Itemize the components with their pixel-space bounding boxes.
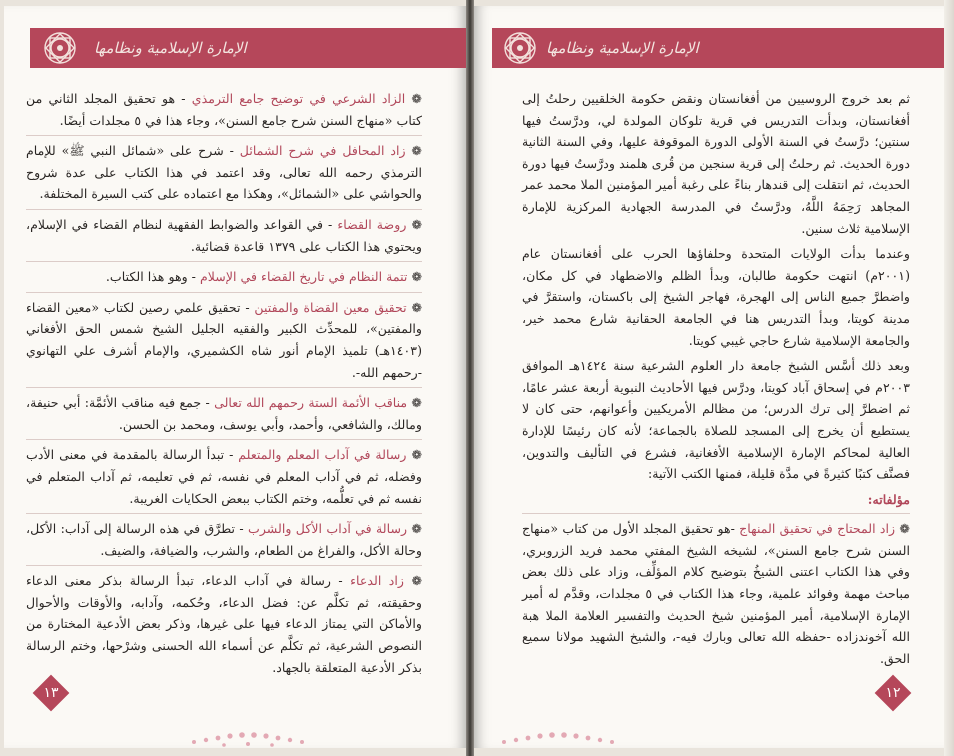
paragraph: وبعد ذلك أسَّس الشيخ جامعة دار العلوم الشرعية سنة ١٤٢٤هـ الموافق ٢٠٠٣م في إسحاق آباد كويتا، ودرَّس فيها الأحاديث النبوية أربعة عشر عامًا، ثم اضطرَّ إلى ترك الدرس؛ من مظالم الأمريكيين وأعوانهم، حتى كان لا يستطيع أن يخرج إلى المسجد للصلاة بالجماعة؛ لأنه كان رئيسًا للإدارة العالية لمحاكم الإمارة الإسلامية الأفغانية، فشرع في التأليف والتدوين، فصنَّف كتبًا كثيرةً في مدَّة قليلة، فمنها الكتب الآتية:: [522, 358, 910, 482]
book-entry: ❁ روضة القضاء - في القواعد والضوابط الفقهية لنظام القضاء في الإسلام، ويحتوي هذا الكتاب على ١٣٧٩ قاعدة قضائية.: [26, 216, 423, 254]
page-number-badge: [34, 676, 68, 710]
dot-pattern-decoration: [494, 720, 634, 748]
divider: [26, 261, 422, 262]
book-gutter: [466, 0, 474, 756]
book-entry: ❁ تتمة النظام في تاريخ القضاء في الإسلام - وهو هذا الكتاب.: [105, 269, 422, 285]
running-header-title: الإمارة الإسلامية ونظامها: [546, 39, 699, 57]
dot-pattern-decoration: [184, 720, 324, 748]
running-header: [30, 28, 466, 68]
running-header: [492, 28, 944, 68]
book-entry: ❁ مناقب الأئمة الستة رحمهم الله تعالى - جمع فيه مناقب الأئمَّة: أبي حنيفة، ومالك، والشافعي، وأحمد، وأبي يوسف، ومحمد بن الحسن.: [26, 395, 422, 432]
right-page-body: [522, 88, 910, 673]
left-page-body: [26, 88, 422, 682]
divider: [26, 292, 422, 293]
book-entry: ❁ الزاد الشرعي في توضيح جامع الترمذي - هو تحقيق المجلد الثاني من كتاب «منهاج السنن شرح جامع السنن»، وجاء هذا في ٥ مجلدات أيضًا.: [26, 91, 422, 128]
divider: [26, 135, 422, 136]
paragraph: ثم بعد خروج الروسيين من أفغانستان ونقض حكومة الخلقيين رحلتُ إلى أفغانستان، وبدأت التدريس في قرية تلوكان المولدة لي، ودرَّستُ فيها سنتين؛ درَّستُ في السنة الأولى الدورة الموقوفة عليها، وفي السنة الثانية دورة الحديث. ثم رحلتُ إلى قرية سنجين من قُرى هلمند ودرَّستُ فيها دورة الحديث، ثم انتقلت إلى قندهار بناءً على رغبة أمير المؤمنين الملا محمد عمر المجاهد رَحِمَهُ اللَّهُ، ودرَّستُ في المدرسة الجهادية المركزية للإمارة الإسلامية ثلاث سنين.: [522, 91, 910, 236]
section-heading: مؤلفاته:: [867, 491, 910, 507]
page-number: ١٣: [43, 685, 59, 701]
running-header-title: الإمارة الإسلامية ونظامها: [94, 39, 247, 57]
book-entry: ❁ تحقيق معين القضاة والمفتين - تحقيق علمي رصين لكتاب «معين القضاء والمفتين»، للمحدِّث الكبير والفقيه الجليل الشيخ شمس الحق الأفغاني (١٤٠٣هـ) تلميذ الإمام أنور شاه الكشميري، والإمام أشرف علي التهانوي -رحمهم الله-.: [26, 299, 422, 380]
divider: [26, 439, 422, 440]
page-number-badge: [876, 676, 910, 710]
rosette-emblem-icon: [38, 26, 82, 70]
page-number: ١٢: [885, 685, 901, 701]
book-entry: ❁ رسالة في آداب الأكل والشرب - تطرَّق في هذه الرسالة إلى آداب: الأكل، وحالة الأكل، والفراغ من الطعام، والشرب، والضيافة، والضيف.: [26, 521, 422, 558]
paragraph: وعندما بدأت الولايات المتحدة وحلفاؤها الحرب على أفغانستان عام (٢٠٠١م) انتهت حكومة طالبان، وبدأ الظلم والاضطهاد في كل مكان، واضطرَّ جميع الناس إلى الهجرة، فهاجر الشيخ إلى باكستان، واستقرَّ في مدينة كويتا، وبدأ التدريس هنا في الجامعة الحقانية شارع محمد خير، والجامعة الإسلامية شارع حاجي غيبي كويتا.: [522, 246, 910, 348]
rosette-emblem-icon: [498, 26, 542, 70]
book-entry: ❁ زاد المحافل في شرح الشمائل - شرح على «شمائل النبي ﷺ» للإمام الترمذي رحمه الله تعالى، وقد اعتمد في هذا الكتاب على عدة شروح والحواشي على «الشمائل»، وهكذا مع اعتماده على كتب السيرة المختلفة.: [26, 143, 422, 202]
divider: [26, 209, 422, 210]
book-entry: ❁ رسالة في آداب المعلم والمتعلم - تبدأ الرسالة بالمقدمة في معنى الأدب وفضله، ثم في آداب المعلم في نفسه، ثم في تعليمه، ثم آداب المتعلم في نفسه ثم في تعلُّمه، وختم الكتاب ببعض الحكايات الغريبة.: [26, 447, 422, 506]
divider: [26, 387, 422, 388]
divider: [26, 513, 422, 514]
right-page: [474, 6, 944, 748]
page-edge: [944, 0, 954, 756]
book-entry: ❁ زاد الدعاء - رسالة في آداب الدعاء، تبدأ الرسالة بذكر معنى الدعاء وحقيقته، ثم تكلَّم عن: فضل الدعاء، وحُكمه، وآدابه، والأوقات والأحوال والأماكن التي يمتاز الدعاء فيها على غيرها، وذكر بعض الأدعية المختارة من النصوص الشرعية، ثم تكلَّم عن أسماء الله الحسنى وشرْحها، وختم الرسالة بذكر الأدعية المتعلقة بالجهاد.: [26, 573, 422, 675]
divider: [522, 513, 910, 514]
left-page: [4, 6, 466, 748]
divider: [26, 565, 422, 566]
book-entry: ❁ زاد المحتاج في تحقيق المنهاج -هو تحقيق المجلد الأول من كتاب «منهاج السنن شرح جامع السنن»، لشيخه الشيخ المفتي محمد فريد الزروبري، وفي هذا الكتاب اعتنى الشيخُ بتوضيح كلام المؤلِّف، وزاد على ذلك بعض مباحث مهمة وفوائد علمية، وجاء هذا الكتاب في ٥ مجلدات، وقدَّم له أمير الإمارة الإسلامية، أمير المؤمنين شيخ الحديث والتفسير العلامة الملا هبة الله آخوندزاده -حفظه الله تعالى وبارك فيه-، والشيخ الشهيد مولانا سميع الحق.: [522, 521, 910, 666]
